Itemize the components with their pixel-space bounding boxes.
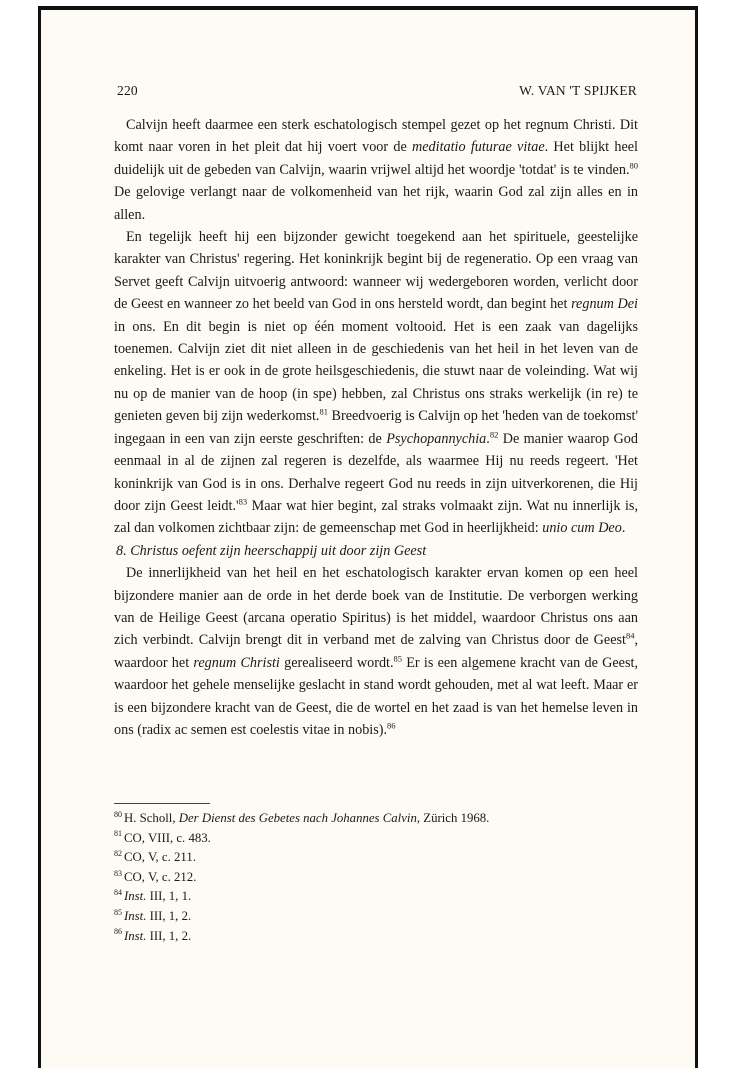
- paragraph-1: [114, 114, 638, 226]
- text-run: Maar wat hier begint, zal straks volmaakt zijn. Wat nu innerlijk is, zal dan volkomen zichtbaar zijn: de gemeenschap met God in heerlijkheid:: [114, 497, 638, 537]
- footnote-title: Der Dienst des Gebetes nach Johannes Calvin,: [178, 811, 421, 825]
- footnote-number: 82: [114, 848, 122, 858]
- footnote-84: [114, 887, 638, 907]
- text-run: Calvijn heeft daarmee een sterk eschatologisch stempel gezet op het regnum Christi. Dit komt naar voren in het pleit dat hij voert voor de: [114, 117, 638, 156]
- footnote-85: [114, 907, 638, 927]
- italic-term: meditatio futurae vitae: [412, 139, 545, 156]
- footnote-86: [114, 927, 638, 947]
- footnote-title: Inst.: [124, 928, 147, 943]
- footnote-ref[interactable]: 81: [319, 406, 328, 417]
- footnote-text: III, 1, 1.: [146, 889, 192, 904]
- text-run: En tegelijk heeft hij een bijzonder gewicht toegekend aan het spirituele, geestelijke karakter van Christus' regering. Het koninkrijk begint bij de regeneratio. Op een vraag van Servet geeft Calvijn uitvoerig antwoord: wanneer wij wedergeboren worden, verlicht door de Geest en wanneer zo het beeld van God in ons hersteld wordt, dan begint het: [114, 229, 638, 313]
- footnote-number: 85: [114, 907, 122, 917]
- footnote-text: III, 1, 2.: [146, 928, 192, 943]
- footnotes: [114, 809, 638, 946]
- section-heading: 8. Christus oefent zijn heerschappij uit door zijn Geest: [116, 542, 427, 559]
- footnote-ref[interactable]: 84: [625, 630, 635, 641]
- text-run: gerealiseerd wordt.: [279, 654, 394, 671]
- footnote-text: CO, V, c. 211.: [124, 850, 196, 865]
- running-header: [117, 83, 637, 99]
- footnote-number: 80: [114, 809, 122, 819]
- text-run: De innerlijkheid van het heil en het eschatologisch karakter ervan komen op een heel bijzondere manier aan de orde in het derde boek van de Institutie. De verborgen werking van de Heilige Geest (arcana operatio Spiritus) is het middel, waardoor Christus ons aan zich verbindt. Calvijn brengt dit in verband met de zalving van Christus door de Geest: [114, 565, 638, 649]
- text-run: in ons. En dit begin is niet op één moment voltooid. Het is een zaak van dagelijks toenemen. Calvijn ziet dit niet alleen in de geschiedenis van het heil in het leven van de enkeling. Het is er ook in de grote heilsgeschiedenis, die stuwt naar de voleinding. Wat wij nu op de manier van de hoop (in spe) hebben, zal Christus ons straks werkelijk (in re) te genieten geven bij zijn wederkomst.: [114, 318, 638, 425]
- text-run: De manier waarop God eenmaal in al de zijnen zal regeren is dezelfde, als waarmee Hij nu reeds regeert. 'Het koninkrijk van God is in ons. Derhalve regeert God nu reeds in zijn uitverkorenen, die Hij door zijn Geest leidt.': [114, 430, 638, 514]
- italic-term: Psychopannychia: [386, 430, 487, 447]
- running-head-author: W. VAN 'T SPIJKER: [519, 83, 637, 98]
- text-run: . Het blijkt heel duidelijk uit de gebeden van Calvijn, waarin vrijwel altijd het woordje 'totdat' is te vinden.: [114, 139, 638, 178]
- footnote-text: III, 1, 2.: [146, 908, 192, 923]
- footnote-number: 84: [114, 888, 122, 898]
- footnote-ref[interactable]: 85: [393, 653, 403, 664]
- paragraph-3: [114, 562, 638, 741]
- paragraph-2: [114, 226, 638, 540]
- text-run: .: [486, 430, 490, 447]
- footnote-82: [114, 848, 638, 868]
- footnote-text: H. Scholl,: [124, 811, 179, 825]
- italic-term: unio cum Deo: [542, 520, 622, 537]
- footnote-title: Inst.: [124, 908, 147, 923]
- footnote-title: Inst.: [124, 889, 147, 904]
- text-run: De gelovige verlangt naar de volkomenheid van het rijk, waarin God zal zijn alles en in allen.: [114, 184, 638, 223]
- footnote-83: [114, 868, 638, 888]
- footnote-ref[interactable]: 86: [387, 720, 396, 731]
- footnote-text: CO, VIII, c. 483.: [124, 830, 211, 845]
- text-run: Breedvoerig is Calvijn op het 'heden van de toekomst' ingegaan in een van zijn eerste geschriften: de: [114, 408, 638, 447]
- footnote-number: 81: [114, 829, 122, 839]
- footnote-separator: [114, 803, 210, 804]
- italic-term: regnum Christi: [193, 654, 280, 671]
- footnote-ref[interactable]: 82: [489, 428, 499, 439]
- footnote-81: [114, 829, 638, 849]
- italic-term: regnum Dei: [571, 296, 638, 313]
- footnote-text: CO, V, c. 212.: [124, 869, 197, 884]
- text-run: Er is een algemene kracht van de Geest, waardoor het gehele menselijke geslacht in stand wordt gehouden, met al wat leeft. Maar er is een bijzondere kracht van de Geest, die de wortel en het zaad is van het hemelse leven in ons (radix ac semen est coelestis vitae in nobis).: [114, 654, 638, 738]
- footnote-ref[interactable]: 80: [629, 160, 638, 171]
- footnote-text: Zürich 1968.: [420, 811, 490, 825]
- footnote-number: 83: [114, 868, 122, 878]
- main-text: [114, 114, 638, 741]
- footnote-80: [114, 809, 638, 829]
- footnote-ref[interactable]: 83: [238, 496, 248, 507]
- page-number: 220: [117, 83, 138, 98]
- text-run: , waardoor het: [114, 632, 638, 671]
- footnote-number: 86: [114, 927, 122, 937]
- text-run: .: [621, 520, 626, 537]
